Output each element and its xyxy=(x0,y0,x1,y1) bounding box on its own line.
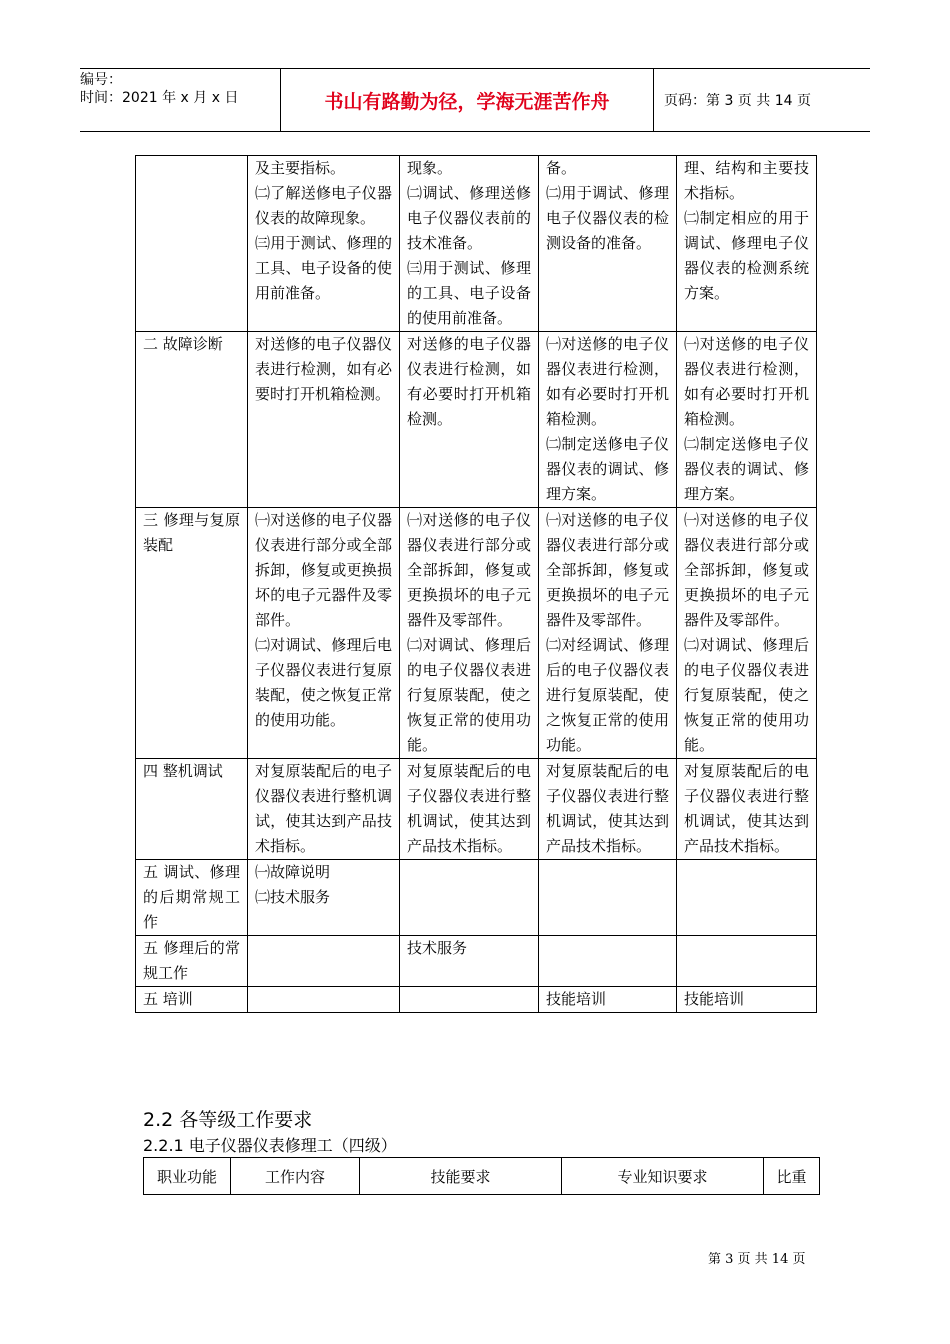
level-cell xyxy=(400,759,539,860)
cell-paragraph: 对复原装配后的电子仪器仪表进行整机调试，使其达到产品技术指标。 xyxy=(255,762,392,855)
table-row xyxy=(136,936,817,987)
level-cell xyxy=(677,860,817,936)
cell-paragraph: ㈡技术服务 xyxy=(255,888,331,906)
function-cell: 二 故障诊断 xyxy=(136,332,248,508)
level-cell xyxy=(539,936,677,987)
subsection-heading: 2.2.1 电子仪器仪表修理工（四级） xyxy=(143,1136,397,1155)
level-cell xyxy=(539,156,677,332)
requirements-header-row xyxy=(144,1158,820,1195)
header-cell-content: 工作内容 xyxy=(231,1158,360,1195)
level-cell xyxy=(400,860,539,936)
cell-paragraph: ㈡制定送修电子仪器仪表的调试、修理方案。 xyxy=(546,435,669,503)
level-cell xyxy=(400,332,539,508)
cell-paragraph: ㈡对经调试、修理后的电子仪器仪表进行复原装配，使之恢复正常的使用功能。 xyxy=(546,636,669,754)
cell-paragraph: 理、结构和主要技术指标。 xyxy=(684,159,809,202)
table-row xyxy=(136,332,817,508)
header-meta xyxy=(80,69,281,131)
level-cell xyxy=(400,156,539,332)
level-cell xyxy=(677,936,817,987)
level-cell xyxy=(248,759,400,860)
page-header xyxy=(80,68,870,132)
cell-paragraph: 对复原装配后的电子仪器仪表进行整机调试，使其达到产品技术指标。 xyxy=(546,762,669,855)
level-cell xyxy=(539,759,677,860)
level-cell xyxy=(248,332,400,508)
cell-paragraph: ㈠故障说明 xyxy=(255,863,331,881)
cell-paragraph: ㈡制定送修电子仪器仪表的调试、修理方案。 xyxy=(684,435,809,503)
cell-paragraph: ㈡了解送修电子仪器仪表的故障现象。 xyxy=(255,184,392,227)
cell-paragraph: 对送修的电子仪器仪表进行检测，如有必要时打开机箱检测。 xyxy=(255,335,392,403)
cell-paragraph: ㈠对送修的电子仪器仪表进行部分或全部拆卸，修复或更换损坏的电子元器件及零部件。 xyxy=(407,511,531,629)
level-cell xyxy=(539,332,677,508)
table-row xyxy=(136,987,817,1013)
cell-paragraph: 现象。 xyxy=(407,159,453,177)
function-cell: 四 整机调试 xyxy=(136,759,248,860)
level-cell xyxy=(539,860,677,936)
cell-paragraph: ㈡用于调试、修理电子仪器仪表的检测设备的准备。 xyxy=(546,184,669,252)
level-cell xyxy=(248,860,400,936)
cell-paragraph: 对送修的电子仪器仪表进行检测，如有必要时打开机箱检测。 xyxy=(407,335,531,428)
level-cell xyxy=(677,508,817,759)
cell-paragraph: 技能培训 xyxy=(684,990,745,1008)
table-row xyxy=(136,508,817,759)
cell-paragraph: ㈡对调试、修理后电子仪器仪表进行复原装配，使之恢复正常的使用功能。 xyxy=(255,636,392,729)
cell-paragraph: ㈠对送修的电子仪器仪表进行检测，如有必要时打开机箱检测。 xyxy=(546,335,669,428)
level-cell xyxy=(539,987,677,1013)
level-cell xyxy=(400,936,539,987)
cell-paragraph: 对复原装配后的电子仪器仪表进行整机调试，使其达到产品技术指标。 xyxy=(407,762,531,855)
cell-paragraph: ㈡对调试、修理后的电子仪器仪表进行复原装配，使之恢复正常的使用功能。 xyxy=(407,636,531,754)
table-row xyxy=(136,759,817,860)
table-row xyxy=(136,156,817,332)
level-cell xyxy=(677,987,817,1013)
cell-paragraph: ㈠对送修的电子仪器仪表进行部分或全部拆卸，修复或更换损坏的电子元器件及零部件。 xyxy=(546,511,669,629)
function-cell: 五 调试、修理的后期常规工作 xyxy=(136,860,248,936)
doc-time-label: 时间：2021 年 x 月 x 日 xyxy=(80,90,239,106)
header-cell-skill: 技能要求 xyxy=(360,1158,562,1195)
cell-paragraph: ㈡对调试、修理后的电子仪器仪表进行复原装配，使之恢复正常的使用功能。 xyxy=(684,636,809,754)
level-cell xyxy=(400,508,539,759)
level-cell xyxy=(248,156,400,332)
cell-paragraph: ㈢用于测试、修理的工具、电子设备的使用前准备。 xyxy=(407,259,531,327)
cell-paragraph: ㈠对送修的电子仪器仪表进行检测，如有必要时打开机箱检测。 xyxy=(684,335,809,428)
cell-paragraph: 技能培训 xyxy=(546,990,607,1008)
cell-paragraph: 及主要指标。 xyxy=(255,159,346,177)
cell-paragraph: 备。 xyxy=(546,159,577,177)
cell-paragraph: ㈡调试、修理送修电子仪器仪表前的技术准备。 xyxy=(407,184,531,252)
work-content-table xyxy=(135,155,817,1013)
table-row xyxy=(136,860,817,936)
cell-paragraph: 技术服务 xyxy=(407,939,468,957)
level-cell xyxy=(248,508,400,759)
level-cell xyxy=(677,156,817,332)
doc-number-label: 编号： xyxy=(80,72,122,88)
header-motto: 书山有路勤为径，学海无涯苦作舟 xyxy=(281,69,654,131)
requirements-table xyxy=(143,1157,820,1195)
header-cell-knowledge: 专业知识要求 xyxy=(562,1158,764,1195)
level-cell xyxy=(248,936,400,987)
header-cell-function: 职业功能 xyxy=(144,1158,231,1195)
function-cell: 五 培训 xyxy=(136,987,248,1013)
header-page-code: 页码：第 3 页 共 14 页 xyxy=(664,93,811,109)
level-cell xyxy=(677,332,817,508)
function-cell: 三 修理与复原装配 xyxy=(136,508,248,759)
cell-paragraph: ㈠对送修的电子仪器仪表进行部分或全部拆卸，修复或更换损坏的电子元器件及零部件。 xyxy=(684,511,809,629)
header-cell-weight: 比重 xyxy=(764,1158,820,1195)
section-heading: 2.2 各等级工作要求 xyxy=(143,1109,313,1131)
cell-paragraph: ㈡制定相应的用于调试、修理电子仪器仪表的检测系统方案。 xyxy=(684,209,809,302)
page-footer: 第 3 页 共 14 页 xyxy=(708,1252,806,1267)
level-cell xyxy=(539,508,677,759)
function-cell: 五 修理后的常规工作 xyxy=(136,936,248,987)
level-cell xyxy=(248,987,400,1013)
function-cell xyxy=(136,156,248,332)
level-cell xyxy=(400,987,539,1013)
level-cell xyxy=(677,759,817,860)
cell-paragraph: ㈢用于测试、修理的工具、电子设备的使用前准备。 xyxy=(255,234,392,302)
cell-paragraph: 对复原装配后的电子仪器仪表进行整机调试，使其达到产品技术指标。 xyxy=(684,762,809,855)
cell-paragraph: ㈠对送修的电子仪器仪表进行部分或全部拆卸，修复或更换损坏的电子元器件及零部件。 xyxy=(255,511,392,629)
